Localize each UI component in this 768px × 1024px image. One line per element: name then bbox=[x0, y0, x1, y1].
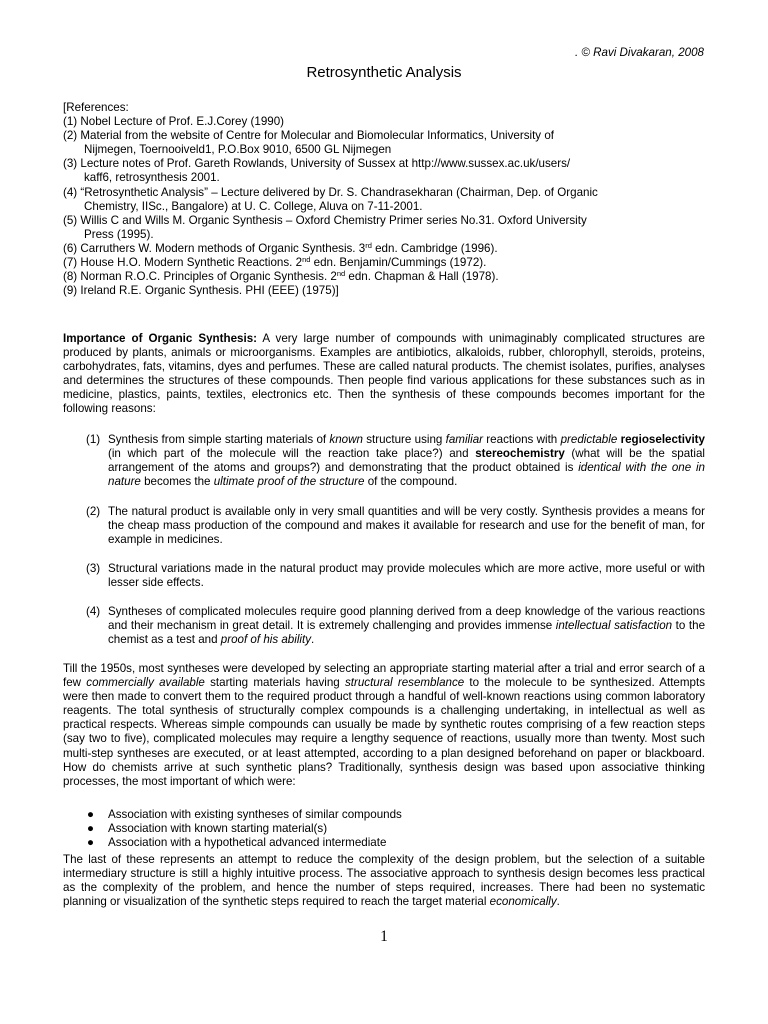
bullet-icon: ● bbox=[87, 822, 95, 836]
reference-item: (7) House H.O. Modern Synthetic Reactions. 2nd edn. Benjamin/Cummings (1972). bbox=[63, 255, 487, 270]
reference-item-continuation: Chemistry, IISc., Bangalore) at U. C. College, Aluva on 7-11-2001. bbox=[84, 199, 423, 213]
reference-item: (2) Material from the website of Centre for Molecular and Biomolecular Informatics, University of bbox=[63, 129, 554, 143]
reason-item-4: (4) Syntheses of complicated molecules require good planning derived from a deep knowledge of the various reactions and their mechanism in great detail. It is extremely challenging and provides immense intellectual satisfaction to the chemist as a test and proof of his ability. bbox=[86, 605, 706, 647]
list-item: ● Association with a hypothetical advanced intermediate bbox=[87, 836, 387, 850]
references-list bbox=[63, 101, 723, 298]
reason-item-2: (2) The natural product is available only in very small quantities and will be very costly. Synthesis provides a means for the cheap mass production of the compound and makes it available for research and use for the benefit of man, for example in medicines. bbox=[86, 505, 705, 547]
references-heading: [References: bbox=[63, 101, 129, 114]
bullet-icon: ● bbox=[87, 808, 95, 821]
history-paragraph: Till the 1950s, most syntheses were developed by selecting an appropriate starting material after a trial and error search of a few commercially available starting materials having structural resemblance to the molecule to be synthesized. Attempts were then made to convert them to the required product through a handful of well-known reactions using common laboratory reagents. The total synthesis of structurally complex compounds is a challenging undertaking, in intellectual as well as practical respects. Whereas simple compounds can usually be made by synthetic routes comprising of a few reaction steps (say two to five), complicated molecules may require a lengthy sequence of reactions, usually more than twenty. Most such multi-step syntheses are executed, or at least attempted, according to a plan designed beforehand on paper or blackboard. How do chemists arrive at such synthetic plans? Traditionally, synthesis design was based upon associative thinking processes, the most important of which were: bbox=[63, 662, 705, 788]
importance-heading: Importance of Organic Synthesis: bbox=[63, 332, 258, 345]
page-title: Retrosynthetic Analysis bbox=[306, 64, 462, 81]
page-number: 1 bbox=[380, 928, 388, 945]
reason-item-1: (1) Synthesis from simple starting materials of known structure using familiar reactions with predictable regioselectivity (in which part of the molecule will the reaction take place?) and stereochemistry (what will be the spatial arrangement of the atoms and groups?) and demonstrating that the product obtained is identical with the one in nature becomes the ultimate proof of the structure of the compound. bbox=[86, 433, 705, 489]
importance-paragraph: Importance of Organic Synthesis: A very large number of compounds with unimaginably complicated structures are produced by plants, animals or microorganisms. Examples are antibiotics, alkaloids, rubber, chlorophyll, steroids, proteins, carbohydrates, fats, vitamins, dyes and perfumes. These are called natural products. The chemist isolates, purifies, analyses and determines the structures of these compounds. Then people find various applications for these substances such as in medicine, plastics, paints, textiles, electronics etc. Then the synthesis of these compounds becomes important for the following reasons: bbox=[63, 332, 705, 416]
closing-paragraph: The last of these represents an attempt to reduce the complexity of the design problem, but the selection of a suitable intermediary structure is still a highly intuitive process. The associative approach to synthesis design becomes less practical as the complexity of the problem, and hence the number of steps required, increases. There had been no systematic planning or visualization of the synthetic steps required to reach the target material economically. bbox=[63, 853, 705, 909]
reason-item-3: (3) Structural variations made in the natural product may provide molecules which are more active, more useful or with lesser side effects. bbox=[86, 562, 705, 590]
reference-item-continuation: kaff6, retrosynthesis 2001. bbox=[84, 171, 220, 185]
reference-item: (8) Norman R.O.C. Principles of Organic Synthesis. 2nd edn. Chapman & Hall (1978). bbox=[63, 269, 499, 284]
reference-item-continuation: Nijmegen, Toernooiveld1, P.O.Box 9010, 6500 GL Nijmegen bbox=[84, 143, 392, 157]
reference-item: (1) Nobel Lecture of Prof. E.J.Corey (1990) bbox=[63, 115, 285, 129]
reference-item: (3) Lecture notes of Prof. Gareth Rowlands, University of Sussex at http://www.sussex.ac.uk/users/ bbox=[63, 157, 571, 171]
association-bullet-list bbox=[63, 808, 705, 850]
bullet-icon: ● bbox=[87, 836, 95, 850]
list-item: ● Association with existing syntheses of similar compounds bbox=[87, 808, 402, 821]
reference-item: (5) Willis C and Wills M. Organic Synthesis – Oxford Chemistry Primer series No.31. Oxford University bbox=[63, 213, 587, 227]
reference-item: (9) Ireland R.E. Organic Synthesis. PHI (EEE) (1975)] bbox=[63, 284, 339, 298]
reference-item-continuation: Press (1995). bbox=[84, 227, 154, 241]
reference-item: (4) “Retrosynthetic Analysis” – Lecture delivered by Dr. S. Chandrasekharan (Chairman, Dep. of Organic bbox=[63, 185, 598, 199]
list-item: ● Association with known starting material(s) bbox=[87, 822, 328, 836]
reference-item: (6) Carruthers W. Modern methods of Organic Synthesis. 3rd edn. Cambridge (1996). bbox=[63, 240, 498, 255]
copyright-line: . © Ravi Divakaran, 2008 bbox=[574, 46, 704, 59]
